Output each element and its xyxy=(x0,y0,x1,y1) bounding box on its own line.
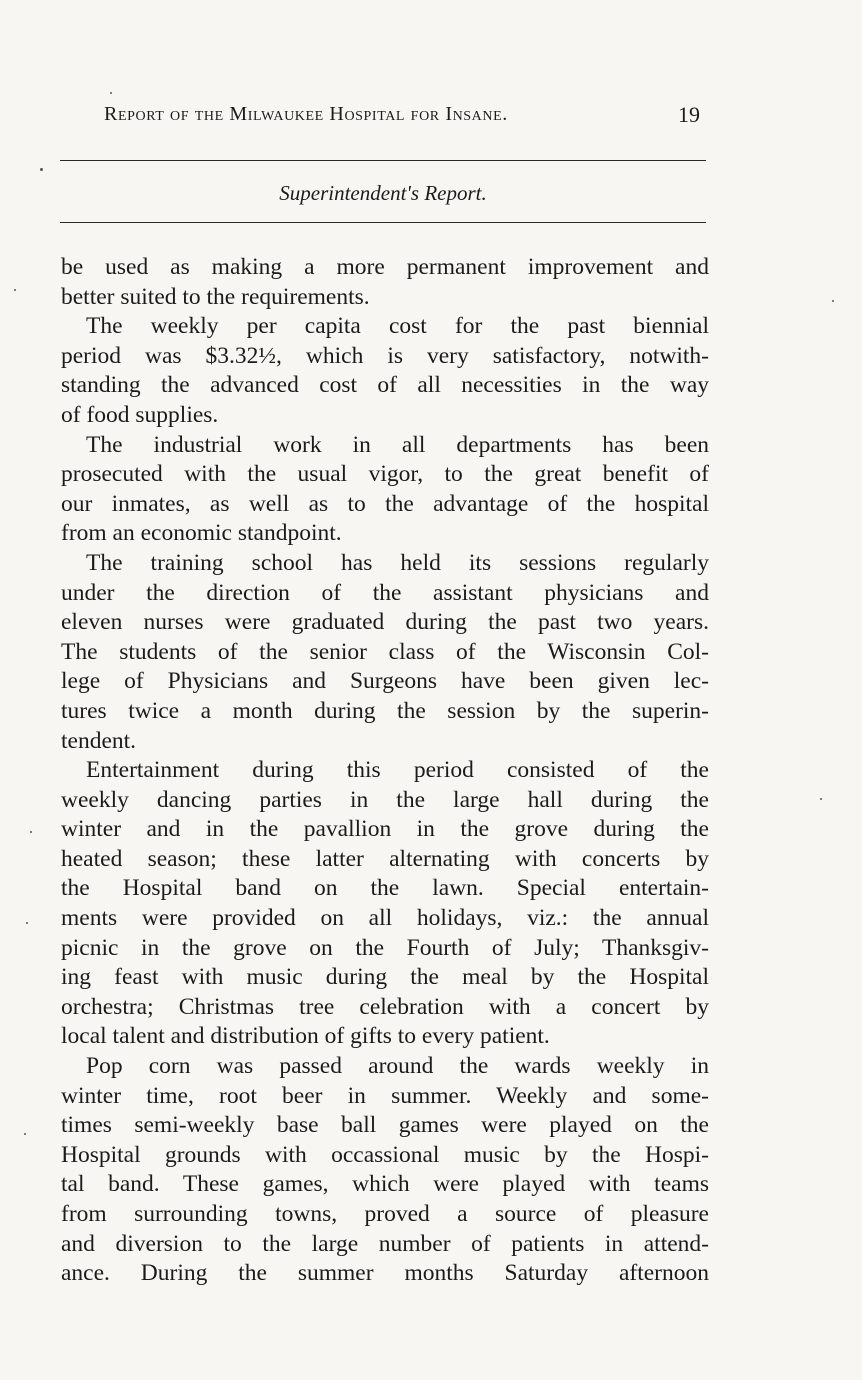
scan-speck xyxy=(820,798,822,800)
running-title: Report of the Milwaukee Hospital for Insane. xyxy=(104,103,508,125)
text-line: under the direction of the assistant physicians and xyxy=(61,579,709,606)
text-line: Entertainment during this period consisted of the xyxy=(86,757,709,784)
text-line: The weekly per capita cost for the past biennial xyxy=(86,313,709,340)
text-line: winter and in the pavallion in the grove during the xyxy=(61,816,709,843)
body-text xyxy=(61,253,709,1289)
text-line: The students of the senior class of the Wisconsin Col- xyxy=(61,638,709,665)
text-line: eleven nurses were graduated during the past two years. xyxy=(61,609,709,636)
scan-speck xyxy=(40,168,43,171)
text-line: be used as making a more permanent improvement and xyxy=(61,254,709,280)
text-line: our inmates, as well as to the advantage of the hospital xyxy=(61,490,709,517)
text-line: lege of Physicians and Surgeons have been given lec- xyxy=(61,668,709,695)
text-line: from surrounding towns, proved a source of pleasure xyxy=(61,1201,709,1227)
page-number: 19 xyxy=(678,102,700,127)
text-line: the Hospital band on the lawn. Special entertain- xyxy=(61,875,709,902)
section-title: Superintendent's Report. xyxy=(279,181,487,205)
scan-speck xyxy=(30,831,32,833)
text-line: ing feast with music during the meal by the Hospital xyxy=(61,964,709,991)
text-line: and diversion to the large number of patients in attend- xyxy=(61,1230,709,1257)
scan-speck xyxy=(14,289,16,291)
text-line: orchestra; Christmas tree celebration with a concert by xyxy=(61,993,709,1020)
scan-speck xyxy=(26,922,28,924)
text-line: local talent and distribution of gifts to every patient. xyxy=(61,1023,550,1050)
text-line: heated season; these latter alternating with concerts by xyxy=(61,845,709,872)
text-line: from an economic standpoint. xyxy=(61,520,342,547)
text-line: better suited to the requirements. xyxy=(61,283,370,310)
text-line: ance. During the summer months Saturday afternoon xyxy=(61,1260,709,1287)
text-line: prosecuted with the usual vigor, to the great benefit of xyxy=(61,461,709,488)
text-line: of food supplies. xyxy=(61,401,219,428)
text-line: picnic in the grove on the Fourth of July; Thanksgiv- xyxy=(61,934,709,961)
text-line: Pop corn was passed around the wards weekly in xyxy=(86,1053,709,1080)
text-line: Hospital grounds with occassional music by the Hospi- xyxy=(61,1141,709,1168)
text-line: tures twice a month during the session by the superin- xyxy=(61,697,709,724)
text-line: The industrial work in all departments has been xyxy=(86,431,709,458)
scan-speck xyxy=(832,300,834,302)
text-line: times semi-weekly base ball games were played on the xyxy=(61,1112,709,1139)
text-line: period was $3.32½, which is very satisfactory, notwith- xyxy=(61,342,709,369)
text-line: standing the advanced cost of all necessities in the way xyxy=(61,372,709,399)
header-rule-bottom xyxy=(60,222,706,223)
text-line: tal band. These games, which were played with teams xyxy=(61,1171,709,1198)
text-line: tendent. xyxy=(61,727,137,754)
scan-speck xyxy=(24,1133,26,1135)
text-line: weekly dancing parties in the large hall during the xyxy=(61,786,709,813)
text-line: winter time, root beer in summer. Weekly and some- xyxy=(61,1082,709,1109)
text-line: ments were provided on all holidays, viz.: the annual xyxy=(61,905,709,932)
text-line: The training school has held its sessions regularly xyxy=(86,549,709,576)
header-rule-top xyxy=(60,160,706,161)
scan-speck xyxy=(110,92,112,94)
